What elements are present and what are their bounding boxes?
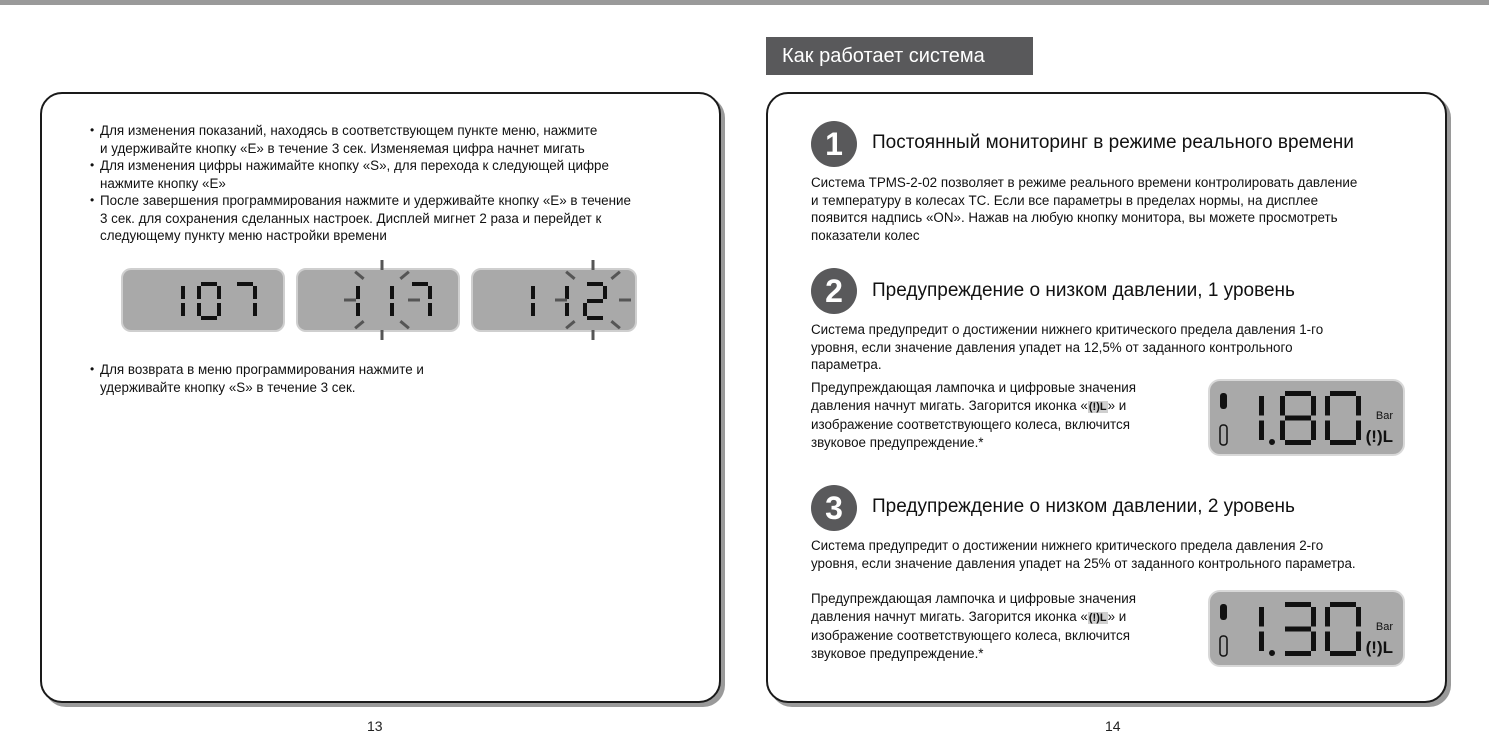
section-title: Постоянный мониторинг в режиме реального времени [872, 132, 1354, 153]
unit-label: Bar [1375, 621, 1393, 633]
pressure-display-2 [1208, 590, 1405, 667]
note-text: » и [1107, 608, 1127, 624]
lcd-segment [1356, 632, 1361, 652]
note-line: Предупреждающая лампочка и цифровые значения [811, 591, 1136, 606]
warning-note [811, 379, 1191, 451]
lcd-segment [1330, 602, 1356, 607]
body-line: уровня, если значение давления упадет на 25% от заданного контрольного параметра. [811, 555, 1356, 571]
body-line: уровня, если значение давления упадет на 12,5% от заданного контрольного [811, 339, 1293, 355]
step-number: 3 [825, 490, 843, 526]
section-header: Как работает система [766, 37, 1033, 75]
step-number: 1 [825, 126, 843, 162]
lcd-segment [1259, 632, 1264, 652]
bullet-item [88, 361, 588, 396]
unit-label: Bar [1375, 410, 1393, 422]
blink-ray [400, 321, 408, 328]
page-number: 14 [1105, 718, 1121, 734]
body-line: показатели колес [811, 227, 920, 243]
lcd-segment [1280, 421, 1285, 441]
decimal-point [1269, 439, 1275, 445]
wheel-indicator [1220, 604, 1227, 620]
blink-rays [0, 0, 700, 360]
lcd-segment [1330, 440, 1356, 445]
blink-ray [611, 321, 619, 328]
tpms-warning-icon: (!)L [1365, 638, 1393, 657]
blink-ray [566, 321, 574, 328]
blink-ray [355, 272, 363, 279]
lcd-segment [1285, 391, 1311, 396]
page-number: 13 [367, 718, 383, 734]
lcd-segment [1285, 440, 1311, 445]
lcd-segment [1325, 421, 1330, 441]
lcd-segment [1325, 396, 1330, 416]
step-number-badge [811, 121, 857, 167]
body-line: Система предупредит о достижении нижнего критического предела давления 1-го [811, 322, 1324, 337]
blink-ray [611, 272, 619, 279]
note-line: звуковое предупреждение.* [811, 434, 984, 450]
note-text: » и [1107, 397, 1127, 413]
note-line: Предупреждающая лампочка и цифровые значения [811, 380, 1136, 395]
section-body [811, 537, 1431, 572]
lcd-segment [1311, 421, 1316, 441]
bullet-line: удерживайте кнопку «S» в течение 3 сек. [100, 379, 356, 395]
body-line: параметра. [811, 357, 882, 372]
pressure-display-1 [1208, 379, 1405, 456]
body-line: Система предупредит о достижении нижнего критического предела давления 2-го [811, 538, 1324, 553]
tpms-warning-icon: (!)L [1088, 400, 1107, 413]
wheel-indicator [1220, 393, 1227, 409]
lcd-segment [1259, 421, 1264, 441]
bullet-line: и удерживайте кнопку «E» в течение 3 сек. Изменяемая цифра начнет мигать [100, 140, 585, 156]
lcd-segment [1285, 416, 1311, 421]
tpms-warning-icon: (!)L [1088, 611, 1107, 624]
lcd-segment [1325, 632, 1330, 652]
decimal-point [1269, 650, 1275, 656]
blink-ray [566, 272, 574, 279]
body-line: Система TPMS-2-02 позволяет в режиме реального времени контролировать давление [811, 175, 1358, 190]
bullet-line: • Для изменения показаний, находясь в соответствующем пункте меню, нажмите [100, 123, 598, 138]
note-text: давления начнут мигать. Загорится иконка « [811, 608, 1088, 624]
lcd-segment [1330, 391, 1356, 396]
lcd-segment [1330, 651, 1356, 656]
lcd-segment [1325, 607, 1330, 627]
body-line: появится надпись «ON». Нажав на любую кнопку монитора, вы можете просмотреть [811, 210, 1338, 225]
bullet-line: нажмите кнопку «E» [100, 175, 226, 191]
warning-note [811, 590, 1191, 662]
section-body [811, 174, 1421, 244]
note-line [811, 397, 1191, 417]
lcd-segment [1311, 632, 1316, 652]
bullet-line: следующему пункту меню настройки времени [100, 228, 387, 243]
step-number-badge [811, 268, 857, 314]
bullet-line: 3 сек. для сохранения сделанных настроек. Дисплей мигнет 2 раза и перейдет к [100, 210, 602, 226]
wheel-indicator [1220, 636, 1227, 656]
section-title: Предупреждение о низком давлении, 2 уровень [872, 496, 1295, 517]
left-return-note [88, 361, 588, 396]
lcd-segment [1311, 607, 1316, 627]
lcd-segment [1356, 421, 1361, 441]
lcd-segment [1280, 396, 1285, 416]
section-title: Предупреждение о низком давлении, 1 уровень [872, 280, 1295, 301]
note-line: звуковое предупреждение.* [811, 645, 984, 661]
lcd-segment [1356, 607, 1361, 627]
section-body [811, 321, 1421, 374]
step-number-badge [811, 485, 857, 531]
note-text: давления начнут мигать. Загорится иконка « [811, 397, 1088, 413]
bullet-line: • После завершения программирования нажмите и удерживайте кнопку «E» в течение [100, 193, 631, 208]
note-line [811, 608, 1191, 628]
bullet-line: • Для изменения цифры нажимайте кнопку «S», для перехода к следующей цифре [100, 158, 609, 173]
note-line: изображение соответствующего колеса, включится [811, 417, 1130, 432]
lcd-segment [1311, 396, 1316, 416]
lcd-segment [1285, 627, 1311, 632]
lcd-segment [1356, 396, 1361, 416]
lcd-segment [1259, 396, 1264, 416]
lcd-segment [1259, 607, 1264, 627]
step-number: 2 [825, 273, 843, 309]
body-line: и температуру в колесах ТС. Если все параметры в пределах нормы, на дисплее [811, 192, 1319, 208]
lcd-segment [1285, 651, 1311, 656]
note-line: изображение соответствующего колеса, включится [811, 628, 1130, 643]
tpms-warning-icon: (!)L [1365, 427, 1393, 446]
wheel-indicator [1220, 425, 1227, 445]
blink-ray [355, 321, 363, 328]
blink-ray [400, 272, 408, 279]
lcd-segment [1285, 602, 1311, 607]
bullet-line: • Для возврата в меню программирования нажмите и [100, 362, 424, 377]
